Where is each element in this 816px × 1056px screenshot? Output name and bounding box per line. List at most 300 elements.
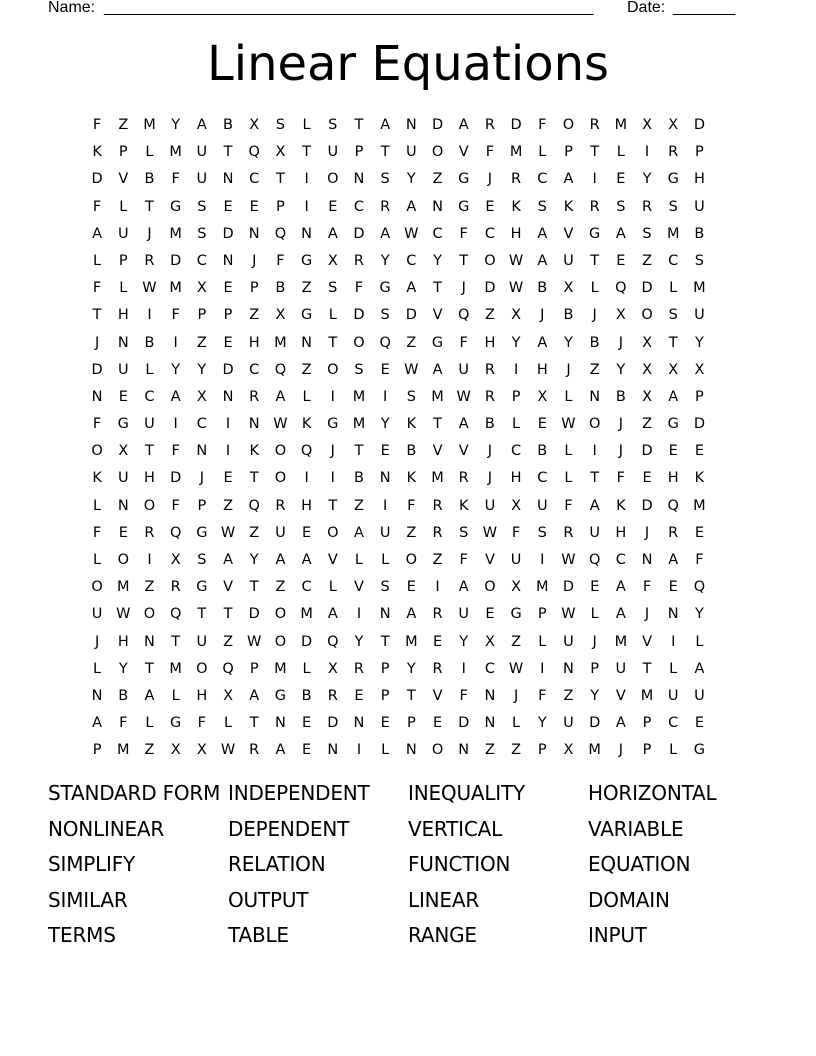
grid-letter[interactable]: K [92,144,102,161]
grid-letter[interactable]: W [561,552,576,568]
grid-letter[interactable]: Q [667,497,679,514]
grid-letter[interactable]: Y [380,252,390,269]
grid-letter[interactable]: O [143,497,156,514]
grid-letter[interactable]: J [94,633,100,650]
grid-letter[interactable]: N [667,606,679,623]
grid-letter[interactable]: T [459,252,469,269]
grid-letter[interactable]: F [171,307,180,324]
grid-letter[interactable]: S [197,552,207,568]
grid-letter[interactable]: M [614,633,628,650]
grid-letter[interactable]: R [144,252,155,269]
grid-letter[interactable]: I [671,633,676,650]
grid-letter[interactable]: F [485,144,495,161]
grid-letter[interactable]: T [590,144,600,161]
grid-letter[interactable]: R [432,606,443,623]
grid-letter[interactable]: R [275,497,286,514]
grid-letter[interactable]: N [405,117,417,133]
grid-letter[interactable]: C [537,171,548,188]
grid-letter[interactable]: N [91,687,103,704]
grid-letter[interactable]: Y [197,361,207,378]
grid-letter[interactable]: O [143,606,156,623]
grid-letter[interactable]: Z [249,524,260,541]
grid-letter[interactable]: N [196,443,208,460]
grid-letter[interactable]: V [432,307,443,324]
grid-letter[interactable]: U [563,633,574,650]
grid-letter[interactable]: F [459,225,468,242]
grid-letter[interactable]: N [563,660,574,677]
grid-letter[interactable]: Q [300,443,313,460]
grid-letter[interactable]: O [588,416,601,433]
grid-letter[interactable]: R [327,687,338,704]
grid-letter[interactable]: J [618,416,623,433]
grid-letter[interactable]: U [117,470,129,487]
grid-letter[interactable]: A [223,552,233,568]
grid-letter[interactable]: F [171,171,180,188]
grid-letter[interactable]: S [328,117,338,133]
grid-letter[interactable]: E [406,579,416,596]
grid-letter[interactable]: T [171,633,181,650]
grid-letter[interactable]: G [458,198,470,215]
grid-letter[interactable]: H [301,497,313,514]
grid-letter[interactable]: R [589,198,600,215]
grid-letter[interactable]: Z [563,687,574,704]
grid-letter[interactable]: T [328,497,338,514]
grid-letter[interactable]: L [564,443,573,460]
grid-letter[interactable]: N [484,687,496,704]
grid-letter[interactable]: R [641,198,653,215]
grid-letter[interactable]: O [562,117,575,133]
grid-letter[interactable]: P [223,307,233,324]
grid-letter[interactable]: R [484,361,495,378]
grid-letter[interactable]: X [511,307,522,324]
grid-letter[interactable]: C [484,225,495,242]
grid-letter[interactable]: Q [169,606,182,623]
grid-letter[interactable]: F [354,280,364,297]
grid-letter[interactable]: Q [274,225,287,242]
grid-letter[interactable]: V [354,579,364,596]
grid-letter[interactable]: P [197,307,207,324]
grid-letter[interactable]: D [510,117,522,133]
grid-letter[interactable]: J [94,334,100,351]
grid-letter[interactable]: B [353,470,364,487]
grid-letter[interactable]: N [91,388,103,405]
grid-letter[interactable]: G [431,334,444,351]
grid-letter[interactable]: M [693,497,706,514]
grid-letter[interactable]: M [274,334,287,351]
grid-letter[interactable]: H [484,334,496,351]
grid-letter[interactable]: X [668,361,679,378]
grid-letter[interactable]: S [275,117,286,133]
grid-letter[interactable]: T [302,144,312,161]
grid-letter[interactable]: N [117,334,129,351]
grid-letter[interactable]: P [118,252,128,269]
grid-letter[interactable]: S [328,280,338,297]
grid-letter[interactable]: V [432,443,443,460]
grid-letter[interactable]: O [327,361,339,378]
grid-letter[interactable]: Q [248,497,260,514]
grid-letter[interactable]: X [642,361,652,378]
grid-letter[interactable]: A [589,497,600,514]
grid-letter[interactable]: A [327,225,338,242]
grid-letter[interactable]: A [694,660,705,677]
grid-letter[interactable]: N [301,225,313,242]
grid-letter[interactable]: E [328,198,338,215]
grid-letter[interactable]: M [666,225,680,242]
grid-letter[interactable]: T [249,470,259,487]
grid-letter[interactable]: O [91,579,103,596]
grid-letter[interactable]: Q [248,144,260,161]
grid-letter[interactable]: G [300,307,313,324]
grid-letter[interactable]: V [118,171,129,188]
grid-letter[interactable]: D [222,361,234,378]
grid-letter[interactable]: U [694,198,705,215]
grid-letter[interactable]: C [353,198,365,215]
grid-letter[interactable]: F [276,252,285,269]
grid-letter[interactable]: A [144,687,155,704]
grid-letter[interactable]: D [405,307,417,324]
grid-letter[interactable]: E [249,198,259,215]
grid-letter[interactable]: Q [327,633,339,650]
grid-letter[interactable]: C [144,388,155,405]
grid-letter[interactable]: D [353,225,365,242]
grid-letter[interactable]: I [173,416,178,433]
grid-letter[interactable]: R [563,524,574,541]
grid-letter[interactable]: L [590,606,599,623]
grid-letter[interactable]: R [511,171,522,188]
grid-letter[interactable]: Y [642,171,652,188]
date-blank-line[interactable]: _______ [673,0,736,16]
grid-letter[interactable]: P [406,715,416,732]
grid-letter[interactable]: L [381,552,390,568]
grid-letter[interactable]: A [615,606,626,623]
grid-letter[interactable]: X [223,687,233,704]
grid-letter[interactable]: S [380,307,390,324]
grid-letter[interactable]: M [352,388,366,405]
grid-letter[interactable]: Y [564,334,573,351]
grid-letter[interactable]: E [223,470,233,487]
grid-letter[interactable]: U [484,497,496,514]
grid-letter[interactable]: K [301,416,312,433]
grid-letter[interactable]: F [511,524,521,541]
grid-letter[interactable]: X [694,361,705,378]
grid-letter[interactable]: X [196,280,207,297]
grid-letter[interactable]: B [144,334,155,351]
grid-letter[interactable]: N [353,715,365,732]
grid-letter[interactable]: A [458,416,469,433]
grid-letter[interactable]: G [379,280,391,297]
grid-letter[interactable]: S [380,171,390,188]
grid-letter[interactable]: M [117,742,130,759]
grid-letter[interactable]: S [668,307,678,324]
grid-letter[interactable]: I [356,606,362,623]
grid-letter[interactable]: F [407,497,416,514]
grid-letter[interactable]: H [667,470,679,487]
grid-letter[interactable]: B [537,280,548,297]
grid-letter[interactable]: G [458,171,470,188]
grid-letter[interactable]: G [196,579,208,596]
grid-letter[interactable]: D [562,579,575,596]
grid-letter[interactable]: X [196,742,207,759]
grid-letter[interactable]: L [93,660,102,677]
grid-letter[interactable]: X [563,280,574,297]
grid-letter[interactable]: E [694,443,704,460]
grid-letter[interactable]: E [380,361,390,378]
grid-letter[interactable]: E [668,579,678,596]
grid-letter[interactable]: S [459,524,469,541]
grid-letter[interactable]: N [222,252,234,269]
grid-letter[interactable]: A [668,388,679,405]
grid-letter[interactable]: T [328,334,338,351]
grid-letter[interactable]: U [510,552,522,568]
grid-letter[interactable]: C [484,660,495,677]
grid-letter[interactable]: R [249,388,260,405]
grid-letter[interactable]: X [642,388,652,405]
grid-letter[interactable]: B [694,225,705,242]
grid-letter[interactable]: L [616,144,625,161]
grid-letter[interactable]: J [592,633,597,650]
grid-letter[interactable]: V [458,443,469,460]
grid-letter[interactable]: B [275,280,286,297]
grid-letter[interactable]: C [432,225,443,242]
grid-letter[interactable]: I [592,443,597,460]
grid-letter[interactable]: G [667,416,679,433]
grid-letter[interactable]: L [695,633,704,650]
grid-letter[interactable]: R [484,117,495,133]
grid-letter[interactable]: B [589,334,600,351]
grid-letter[interactable]: C [196,252,207,269]
grid-letter[interactable]: L [381,742,390,759]
grid-letter[interactable]: U [379,524,391,541]
grid-letter[interactable]: S [694,252,705,269]
grid-letter[interactable]: K [406,416,417,433]
grid-letter[interactable]: E [616,252,626,269]
grid-letter[interactable]: L [119,280,128,297]
grid-letter[interactable]: M [431,470,444,487]
grid-letter[interactable]: M [405,633,418,650]
grid-letter[interactable]: P [695,144,704,161]
grid-letter[interactable]: Z [301,280,312,297]
grid-letter[interactable]: H [510,470,522,487]
grid-letter[interactable]: A [432,361,443,378]
grid-letter[interactable]: M [588,742,601,759]
grid-letter[interactable]: Y [537,715,547,732]
grid-letter[interactable]: H [117,633,129,650]
grid-letter[interactable]: O [484,252,496,269]
grid-letter[interactable]: A [615,225,626,242]
grid-letter[interactable]: A [196,117,207,133]
grid-letter[interactable]: B [223,117,233,133]
grid-letter[interactable]: C [249,361,260,378]
grid-letter[interactable]: E [668,443,678,460]
grid-letter[interactable]: U [536,497,548,514]
grid-letter[interactable]: H [536,361,548,378]
grid-letter[interactable]: B [301,687,312,704]
grid-letter[interactable]: O [274,606,287,623]
grid-letter[interactable]: F [92,524,102,541]
grid-letter[interactable]: S [406,388,416,405]
grid-letter[interactable]: A [327,606,338,623]
grid-letter[interactable]: X [537,388,548,405]
grid-letter[interactable]: D [327,715,339,732]
grid-letter[interactable]: P [537,606,547,623]
grid-letter[interactable]: M [274,660,287,677]
grid-letter[interactable]: P [249,660,259,677]
grid-letter[interactable]: X [196,388,207,405]
grid-letter[interactable]: S [537,198,547,215]
grid-letter[interactable]: D [353,307,365,324]
grid-letter[interactable]: C [537,470,548,487]
grid-letter[interactable]: F [171,443,180,460]
grid-letter[interactable]: O [353,334,365,351]
grid-letter[interactable]: T [642,660,652,677]
grid-letter[interactable]: D [641,280,653,297]
grid-letter[interactable]: I [513,361,519,378]
grid-letter[interactable]: G [589,225,601,242]
grid-letter[interactable]: T [590,470,600,487]
grid-letter[interactable]: I [304,171,309,188]
grid-letter[interactable]: E [223,334,233,351]
grid-letter[interactable]: S [380,579,390,596]
grid-letter[interactable]: X [642,334,652,351]
grid-letter[interactable]: U [91,606,103,623]
grid-letter[interactable]: U [117,361,129,378]
grid-letter[interactable]: Z [223,497,233,514]
grid-letter[interactable]: P [380,660,390,677]
grid-letter[interactable]: A [301,552,312,568]
grid-letter[interactable]: B [406,443,417,460]
grid-letter[interactable]: X [275,307,286,324]
grid-letter[interactable]: J [513,687,519,704]
grid-letter[interactable]: M [431,388,444,405]
grid-letter[interactable]: F [538,117,547,133]
grid-letter[interactable]: M [143,117,156,133]
grid-letter[interactable]: J [644,606,650,623]
grid-letter[interactable]: Z [484,742,495,759]
grid-letter[interactable]: C [301,579,312,596]
grid-letter[interactable]: D [693,416,705,433]
grid-letter[interactable]: A [563,171,574,188]
grid-letter[interactable]: M [117,579,130,596]
grid-letter[interactable]: R [589,117,600,133]
grid-letter[interactable]: U [458,606,470,623]
grid-letter[interactable]: E [223,280,233,297]
grid-letter[interactable]: V [223,579,233,596]
grid-letter[interactable]: I [592,171,597,188]
grid-letter[interactable]: T [275,171,285,188]
grid-letter[interactable]: W [482,524,498,541]
grid-letter[interactable]: V [615,687,626,704]
grid-letter[interactable]: Z [406,524,417,541]
grid-letter[interactable]: U [667,687,679,704]
grid-letter[interactable]: Z [275,579,286,596]
grid-letter[interactable]: N [222,388,234,405]
grid-letter[interactable]: W [142,280,157,297]
grid-letter[interactable]: O [91,443,103,460]
grid-letter[interactable]: L [328,579,337,596]
grid-letter[interactable]: L [93,252,102,269]
grid-letter[interactable]: U [196,171,208,188]
grid-letter[interactable]: Y [459,633,469,650]
grid-letter[interactable]: N [405,742,417,759]
grid-letter[interactable]: H [196,687,208,704]
grid-letter[interactable]: X [275,144,286,161]
grid-letter[interactable]: W [116,606,131,623]
grid-letter[interactable]: W [273,416,288,433]
grid-letter[interactable]: C [668,252,679,269]
grid-letter[interactable]: J [566,361,571,378]
grid-letter[interactable]: D [248,606,260,623]
grid-letter[interactable]: A [458,117,469,133]
grid-letter[interactable]: J [540,307,545,324]
grid-letter[interactable]: B [537,443,548,460]
grid-letter[interactable]: I [147,307,152,324]
grid-letter[interactable]: U [458,361,470,378]
grid-letter[interactable]: D [170,470,182,487]
grid-letter[interactable]: Z [511,633,522,650]
grid-letter[interactable]: T [406,687,416,704]
grid-letter[interactable]: R [458,470,469,487]
grid-letter[interactable]: A [406,280,417,297]
grid-letter[interactable]: T [92,307,102,324]
grid-letter[interactable]: Q [222,660,234,677]
grid-letter[interactable]: T [590,252,600,269]
grid-letter[interactable]: Y [406,171,416,188]
grid-letter[interactable]: Y [118,660,128,677]
grid-letter[interactable]: L [538,144,547,161]
grid-letter[interactable]: A [537,334,548,351]
grid-letter[interactable]: X [327,660,338,677]
grid-letter[interactable]: J [252,252,257,269]
grid-letter[interactable]: D [458,715,470,732]
grid-letter[interactable]: K [616,497,626,514]
grid-letter[interactable]: O [117,552,129,568]
grid-letter[interactable]: M [169,660,182,677]
grid-letter[interactable]: V [484,552,495,568]
grid-letter[interactable]: T [380,633,390,650]
grid-letter[interactable]: H [510,225,522,242]
grid-letter[interactable]: R [668,524,679,541]
grid-letter[interactable]: Q [274,361,287,378]
grid-letter[interactable]: J [147,225,152,242]
grid-letter[interactable]: N [589,388,601,405]
grid-letter[interactable]: H [117,307,129,324]
grid-letter[interactable]: G [170,198,182,215]
grid-letter[interactable]: L [512,715,521,732]
grid-letter[interactable]: K [406,470,417,487]
grid-letter[interactable]: Y [694,334,704,351]
grid-letter[interactable]: X [563,742,574,759]
grid-letter[interactable]: I [383,388,388,405]
grid-letter[interactable]: R [353,660,364,677]
grid-letter[interactable]: D [589,715,601,732]
grid-letter[interactable]: A [380,225,391,242]
grid-letter[interactable]: K [511,198,521,215]
grid-letter[interactable]: F [564,497,573,514]
grid-letter[interactable]: C [249,171,260,188]
grid-letter[interactable]: M [693,280,706,297]
grid-letter[interactable]: K [249,443,259,460]
grid-letter[interactable]: N [144,633,155,650]
grid-letter[interactable]: U [406,144,417,161]
grid-letter[interactable]: L [223,715,233,732]
grid-letter[interactable]: I [173,334,178,351]
grid-letter[interactable]: Q [458,307,470,324]
grid-letter[interactable]: U [327,144,339,161]
grid-letter[interactable]: X [511,497,522,514]
grid-letter[interactable]: R [432,497,443,514]
grid-letter[interactable]: H [615,524,627,541]
grid-letter[interactable]: V [327,552,338,568]
